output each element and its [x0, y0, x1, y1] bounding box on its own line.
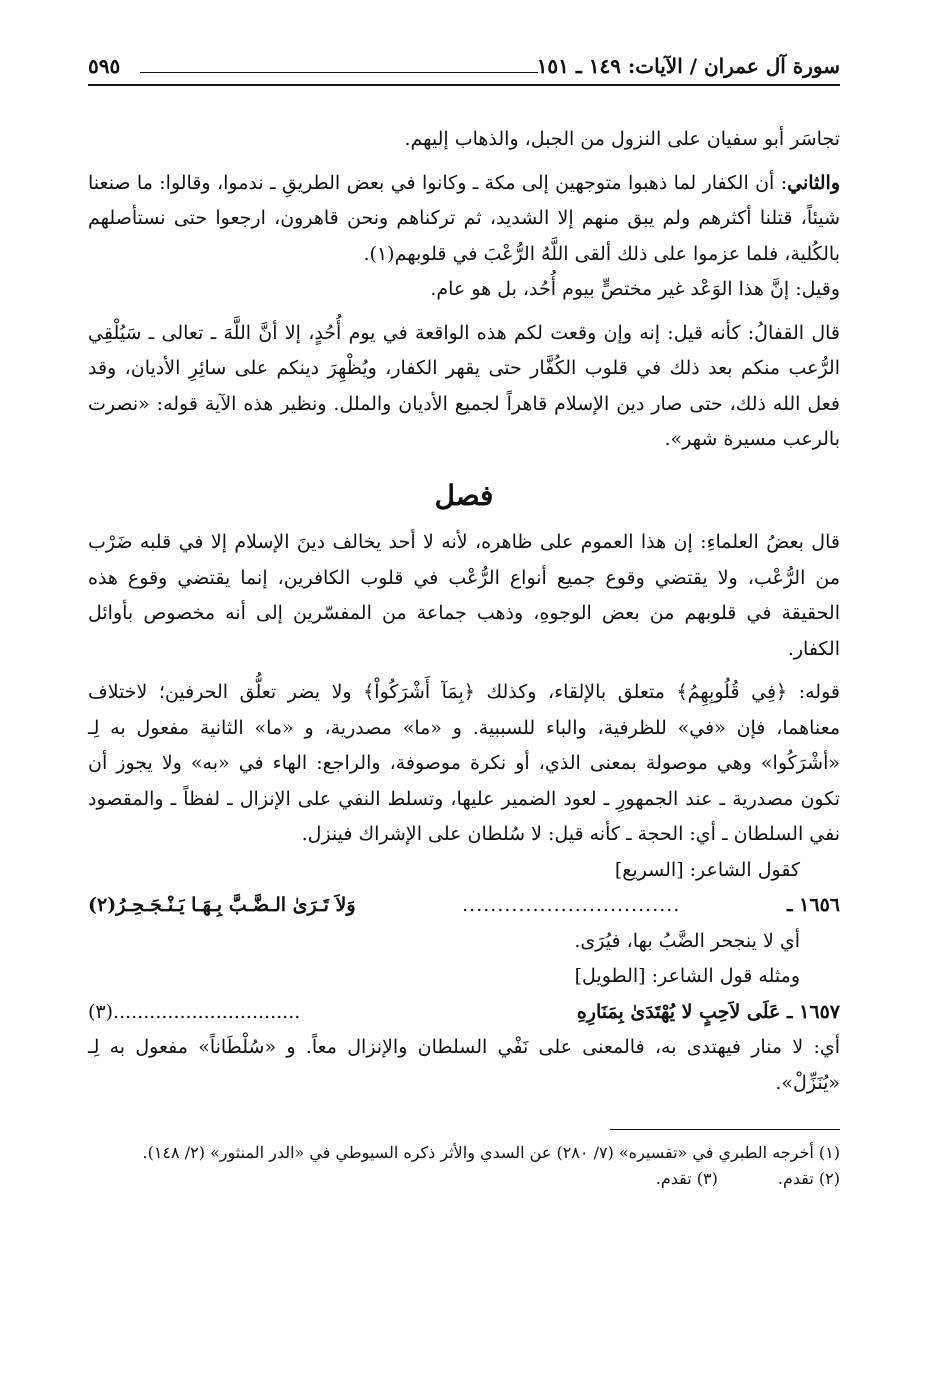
footnote-row	[88, 1166, 840, 1192]
paragraph: أي: لا منار فيهتدى به، فالمعنى على نَفْي السلطان والإنزال معاً. و «سُلْطَاناً» مفعول به لِـ «يُنَزِّلْ».	[88, 1036, 840, 1094]
verse-ellipsis: ...............................	[462, 894, 681, 916]
footnote-separator	[610, 1129, 840, 1130]
paragraph	[88, 166, 840, 273]
verse-text: وَلاَ تَـرَىٰ الـضَّـبَّ بِـهَـا يَـنْـجَـحِـرُ(٢)	[88, 894, 356, 916]
page-number: ٥٩٥	[88, 54, 121, 78]
paragraph: قال بعضُ العلماءِ: إن هذا العموم على ظاهره، لأنه لا أحد يخالف دينَ الإسلام إلا في قلبه ضَرْب من الرُّعْب، ولا يقتضي وقوع جميع أنواع الرُّعْب في قلوب الكافرين، إنما يقتضي وقوع هذه الحقيقة في قلوبهم من بعض الوجوهِ، وذهب جماعة من المفسّرين إلى أنه مخصوص بأوائل الكفار.	[88, 531, 840, 660]
footnote-1: (١) أخرجه الطبري في «تفسيره» (٧/ ٢٨٠) عن السدي والأثر ذكره السيوطي في «الدر المنثور» (٢/ ١٤٨).	[142, 1143, 840, 1162]
running-title: سورة آل عمران / الآيات: ١٤٩ ـ ١٥١	[536, 54, 840, 78]
paragraph: كقول الشاعر: [السريع]	[614, 858, 800, 881]
verse-text: ١٦٥٧ ـ عَلَى لاَحِبٍ لا يُهْتَدَىٰ بِمَنَارِهِ	[576, 1000, 840, 1023]
paragraph: قال القفالُ: كأنه قيل: إنه وإن وقعت لكم هذه الواقعة في يوم أُحُدٍ، إلا أنَّ اللَّهَ ـ تعالى ـ سَيُلْقِي الرُّعب منكم بعد ذلك في قلوب الكُفَّار حتى يقهر الكفار، ويُظْهِرَ دينكم على سائِرِ الأديان، وقد فعل الله ذلك، حتى صار دين الإسلام قاهراً لجميع الأديان والملل. ونظير هذه الآية قوله: «نصرت بالرعب مسيرة شهر».	[88, 321, 840, 450]
main-text	[88, 122, 840, 1101]
page-header	[88, 40, 840, 86]
paragraph: أي لا ينجحر الضَّبُ بها، فيُرَى.	[574, 929, 800, 952]
verse-number: ١٦٥٦ ـ	[786, 894, 840, 916]
paragraph-label: والثاني	[787, 171, 840, 194]
paragraph-text: : أن الكفار لما ذهبوا متوجهين إلى مكة ـ وكانوا في بعض الطريقِ ـ ندموا، وقالوا: ما صنعنا شيئاً، قتلنا أكثرهم ولم يبق منهم إلا الشديد، ثم تركناهم ونحن قاهرون، ارجعوا حتى نستأصلهم بالكُلية، فلما عزموا على ذلك ألقى اللَّهُ الرُّعْبَ في قلوبهم(١).	[88, 171, 841, 265]
paragraph: ومثله قول الشاعر: [الطويل]	[574, 965, 800, 987]
poetry-verse-1656	[88, 888, 840, 924]
footnote-3: (٣) تقدم.	[655, 1169, 718, 1188]
poetry-verse-1657	[88, 995, 840, 1031]
paragraph: قوله: ﴿فِي قُلُوبِهِمُ﴾ متعلق بالإلقاء، وكذلك ﴿بِمَآ أَشْرَكُواْ﴾ ولا يضر تعلُّق الحرفين؛ لاختلاف معناهما، فإن «في» للظرفية، والباء للسببية. و «ما» مصدرية، و «ما» الثانية مفعول به لِـ «أشْرَكُوا» وهي موصولة بمعنى الذي، أو نكرة موصوفة، والراجع: الهاء في «به» ولا يجوز أن تكون مصدرية ـ عند الجمهورِ ـ لعود الضمير عليها، وتسلط النفي على الإنزال ـ لفظاً ـ والمقصود نفي السلطان ـ أي: الحجة ـ كأنه قيل: لا سُلطان على الإشراك فينزل.	[88, 681, 840, 845]
footnotes	[88, 1140, 840, 1192]
footnote-2: (٢) تقدم.	[777, 1169, 840, 1188]
page	[88, 40, 840, 1192]
header-rule	[140, 72, 538, 73]
verse-ellipsis: ...............................(٣)	[88, 1000, 301, 1023]
section-heading: فصل	[434, 478, 494, 512]
paragraph: تجاسَر أبو سفيان على النزول من الجبل، والذهاب إليهم.	[404, 128, 840, 150]
paragraph: وقيل: إنَّ هذا الوَعْد غير مختصٍّ بيوم أُحُد، بل هو عام.	[430, 278, 840, 300]
